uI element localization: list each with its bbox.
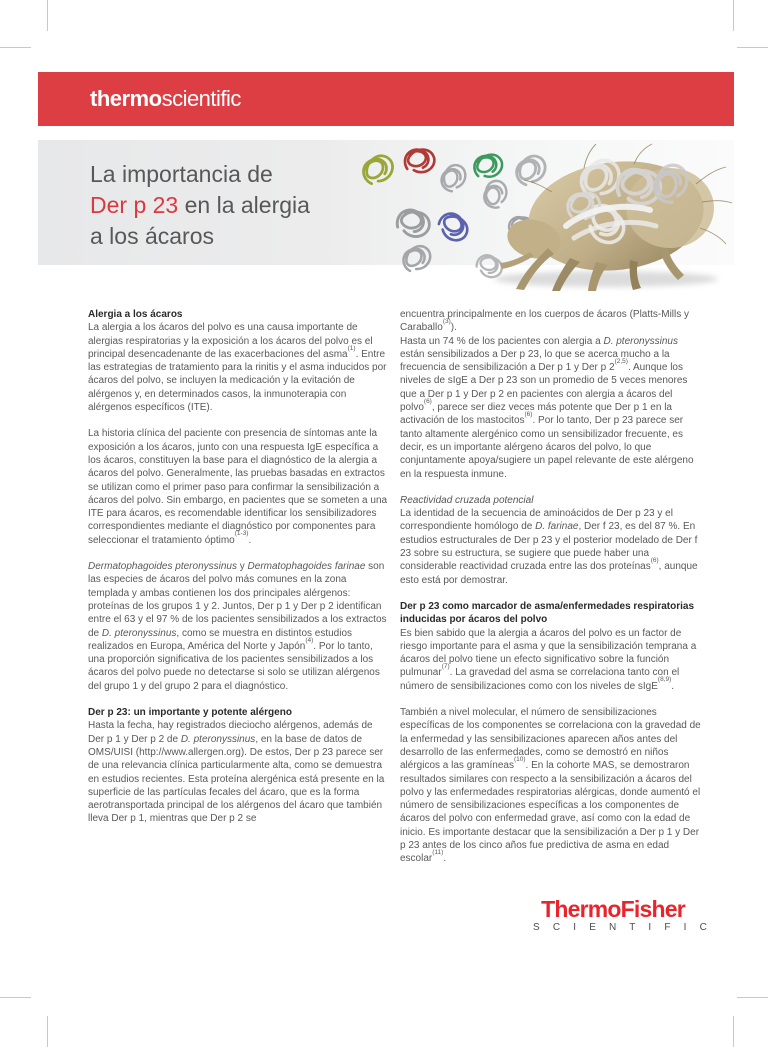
section-heading: Der p 23 como marcador de asma/enfermedades respiratorias inducidas por ácaros del polvo: [400, 600, 695, 626]
crop-mark: [733, 1016, 734, 1047]
logo-word-scientific-footer: S C I E N T I F I C: [533, 922, 713, 933]
dust-mite-hero-image: [334, 140, 734, 292]
crop-mark: [737, 47, 768, 48]
brand-header-band: [38, 72, 734, 126]
crop-mark: [733, 0, 734, 31]
logo-word-scientific: scientific: [161, 86, 241, 111]
article-column-right: [400, 308, 702, 866]
paragraph: La historia clínica del paciente con presencia de síntomas ante la exposición a los ácaros, junto con una respuesta IgE específica a los ácaros, constituyen la base para el diagnóstico de la alergia a ácaros del polvo. Generalmente, las pruebas basadas en extractos se utilizan como el primer paso para confirmar la sensibilización a ácaros del polvo. Sin embargo, en pacientes que se someten a una ITE para ácaros, es recomendable identificar los sensibilizadores correspondientes mediante el diagnóstico por componentes para seleccionar el tratamiento óptimo$^{(1-3)}$.: [88, 428, 388, 546]
paragraph: Es bien sabido que la alergia a ácaros del polvo es un factor de riesgo importante para el asma y que la sensibilización temprana a ácaros del polvo tiene un efecto significativo sobre la función pulmunar$^{(7)}$. La gravedad del asma se correlaciona tanto con el número de sensibilizaciones como con los niveles de sIgE$^{(8,9)}$.: [400, 627, 697, 692]
logo-word-thermo: thermo: [90, 86, 162, 111]
title-der-p-23: Der p 23: [90, 192, 179, 218]
paragraph: Dermatophagoides pteronyssinus y Dermatophagoides farinae son las especies de ácaros del polvo más comunes en la zona templada y ambas contienen los dos principales alérgenos: proteínas de los grupos 1 y 2. Juntos, Der p 1 y Der p 2 identifican entre el 63 y el 97 % de los pacientes sensibilizados a los extractos de D. pteronyssinus, como se muestra en distintos estudios realizados en Europa, América del Norte y Japón$^{(4)}$. Por lo tanto, una proporción significativa de los pacientes sensibilizados a los ácaros del polvo puede no detectarse si solo se utilizan alérgenos del grupo 1 y del grupo 2 para el diagnóstico.: [88, 561, 387, 692]
logo-word-fisher-footer: Fisher: [620, 896, 685, 922]
crop-mark: [47, 0, 48, 31]
dust-mite-illustration: [494, 144, 732, 291]
section-heading: Alergia a los ácaros: [88, 309, 183, 320]
section-heading: Der p 23: un importante y potente alérgeno: [88, 707, 292, 719]
thermo-fisher-logo: [533, 896, 713, 933]
title-line-2: [90, 190, 310, 221]
section-heading: Reactividad cruzada potencial: [400, 494, 534, 506]
crop-mark: [47, 1016, 48, 1047]
article-column-left: [88, 308, 390, 866]
title-line-3: a los ácaros: [90, 223, 215, 249]
hero-banner: [38, 140, 734, 292]
logo-word-thermo-footer: Thermo: [541, 896, 621, 922]
paragraph: Hasta la fecha, hay registrados dieciocho alérgenos, además de Der p 1 y Der p 2 de D. pteronyssinus, en la base de datos de OMS/UISI (http://www.allergen.org). De estos, Der p 23 parece ser de una relevancia clínica particularmente alta, como se demuestra en estudios recientes. Esta proteína alergénica está presente en la superficie de las partículas fecales del ácaro, que es la forma aerotransportada principal de los alérgenos del ácaro que también lleva Der p 1, mientras que Der p 2 se: [88, 720, 385, 825]
article-body: [88, 308, 702, 866]
document-title: [90, 159, 310, 252]
crop-mark: [737, 997, 768, 998]
paragraph: La identidad de la secuencia de aminoácidos de Der p 23 y el correspondiente homólogo de D. farinae, Der f 23, es del 87 %. En estudios estructurales de Der p 23 y el posterior modelado de Der f 23 sobre su estructura, se sugiere que puede haber una considerable reactividad cruzada entre las dos proteínas$^{(6)}$, aunque esto está por demostrar.: [400, 508, 698, 586]
paragraph: encuentra principalmente en los cuerpos de ácaros (Platts-Mills y Caraballo$^{(3)}$).: [400, 309, 690, 334]
title-line-1: La importancia de: [90, 161, 273, 187]
paragraph: La alergia a los ácaros del polvo es una causa importante de alergias respiratorias y la exposición a los ácaros del polvo es el principal desencadenante de las exacerbaciones del asma$^{(1)}$. Entre las estrategias de tratamiento para la rinitis y el asma inducidos por ácaros del polvo, se incluyen la medicación y la evitación de alérgenos y, en determinados casos, la inmunoterapia con alérgenos específicos (ITE).: [88, 322, 387, 414]
paragraph: También a nivel molecular, el número de sensibilizaciones específicas de los componentes se correlaciona con la gravedad de la enfermedad y las sensibilizaciones aparecen años antes del desarrollo de las enfermedades, como se demostró en niños alérgicos a las gramíneas$^{(10)}$. En la cohorte MAS, se demostraron resultados similares con respecto a la sensibilización a ácaros del polvo y las enfermedades respiratorias alérgicas, donde aumentó el número de sensibilizaciones específicas a los componentes de ácaros del polvo con enfermedad grave, así como con la edad de inicio. Es importante destacar que la sensibilización a Der p 1 y Der p 23 antes de los cinco años fue predictiva de asma en edad escolar$^{(11)}$.: [400, 707, 701, 865]
thermo-scientific-logo: [90, 85, 241, 113]
thermo-fisher-wordmark: [533, 897, 693, 921]
crop-mark: [0, 997, 31, 998]
paragraph: Hasta un 74 % de los pacientes con alergia a D. pteronyssinus están sensibilizados a Der p 23, lo que se acerca mucho a la frecuencia de sensibilización a Der p 1 y Der p 2$^{(2,5)}$. Aunque los niveles de sIgE a Der p 23 son un promedio de 5 veces menores que a Der p 1 y Der p 2 en pacientes con alergia a ácaros del polvo$^{(6)}$, parece ser diez veces más potente que Der p 1 en la activación de los mastocitos$^{(6)}$. Por lo tanto, Der p 23 parece ser tanto altamente alergénico como un sensibilizador frecuente, es decir, es un importante alérgeno ácaros del polvo, lo que conjuntamente apoya/sugiere un papel relevante de este alérgeno en la respuesta inmune.: [400, 335, 694, 480]
crop-mark: [0, 47, 31, 48]
title-line-2-rest: en la alergia: [178, 192, 310, 218]
